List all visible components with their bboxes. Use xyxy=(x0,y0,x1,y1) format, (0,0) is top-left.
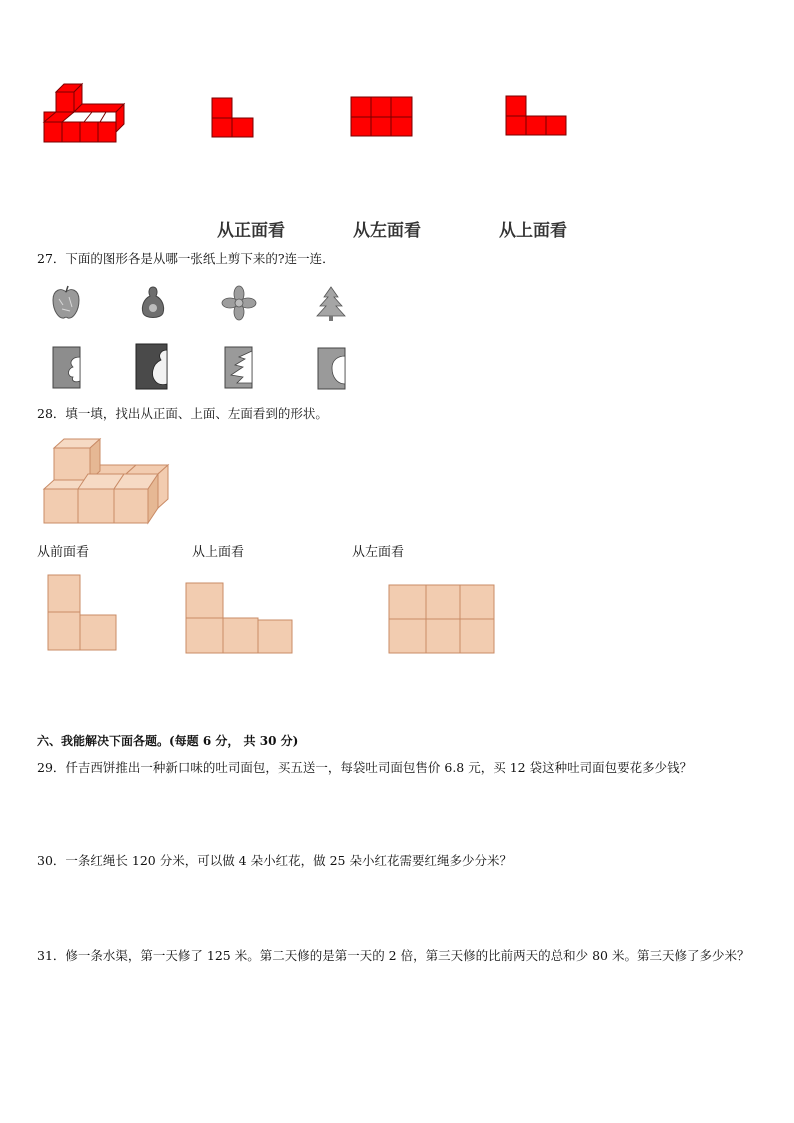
paper-apple-hole-icon xyxy=(318,348,346,390)
q29-text: 29．仟吉西饼推出一种新口味的吐司面包，买五送一，每袋吐司面包售价 6.8 元，买 12 袋这种吐司面包要花多少钱？ xyxy=(37,760,693,775)
paper-flower-hole-icon xyxy=(53,347,81,389)
q30-text: 30．一条红绳长 120 分米，可以做 4 朵小红花，做 25 朵小红花需要红绳多少分米？ xyxy=(37,853,512,868)
tan-cube-3d-figure xyxy=(44,437,170,525)
red-l-shape-view xyxy=(212,98,254,138)
q28-text: 28．填一填，找出从正面、上面、左面看到的形状。 xyxy=(37,406,328,421)
tan-front-view xyxy=(48,575,118,653)
flower-cutout-icon xyxy=(222,286,256,320)
view-label-left-28: 从左面看 xyxy=(352,545,405,560)
q27-text: 27．下面的图形各是从哪一张纸上剪下来的?连一连． xyxy=(37,251,335,266)
red-cube-3d-figure xyxy=(44,84,126,146)
red-long-l-view xyxy=(506,96,568,136)
paper-gourd-hole-icon xyxy=(136,344,168,390)
view-label-top: 从上面看 xyxy=(499,221,567,241)
section-6-heading: 六、我能解决下面各题。(每题 6 分， 共 30 分) xyxy=(37,734,299,748)
red-rectangle-view xyxy=(351,97,413,137)
apple-cutout-icon xyxy=(51,285,81,321)
view-label-front: 从正面看 xyxy=(217,221,285,241)
view-label-left: 从左面看 xyxy=(353,221,421,241)
tan-left-view xyxy=(389,585,497,655)
view-label-top-28: 从上面看 xyxy=(192,545,245,560)
gourd-cutout-icon xyxy=(138,286,168,322)
paper-tree-hole-icon xyxy=(225,347,253,389)
view-label-front-28: 从前面看 xyxy=(37,545,90,560)
tree-cutout-icon xyxy=(316,286,346,322)
tan-top-view xyxy=(186,583,294,655)
q31-text: 31．修一条水渠，第一天修了 125 米。第二天修的是第一天的 2 倍，第三天修的比前两天的总和少 80 米。第三天修了多少米？ xyxy=(37,948,750,963)
